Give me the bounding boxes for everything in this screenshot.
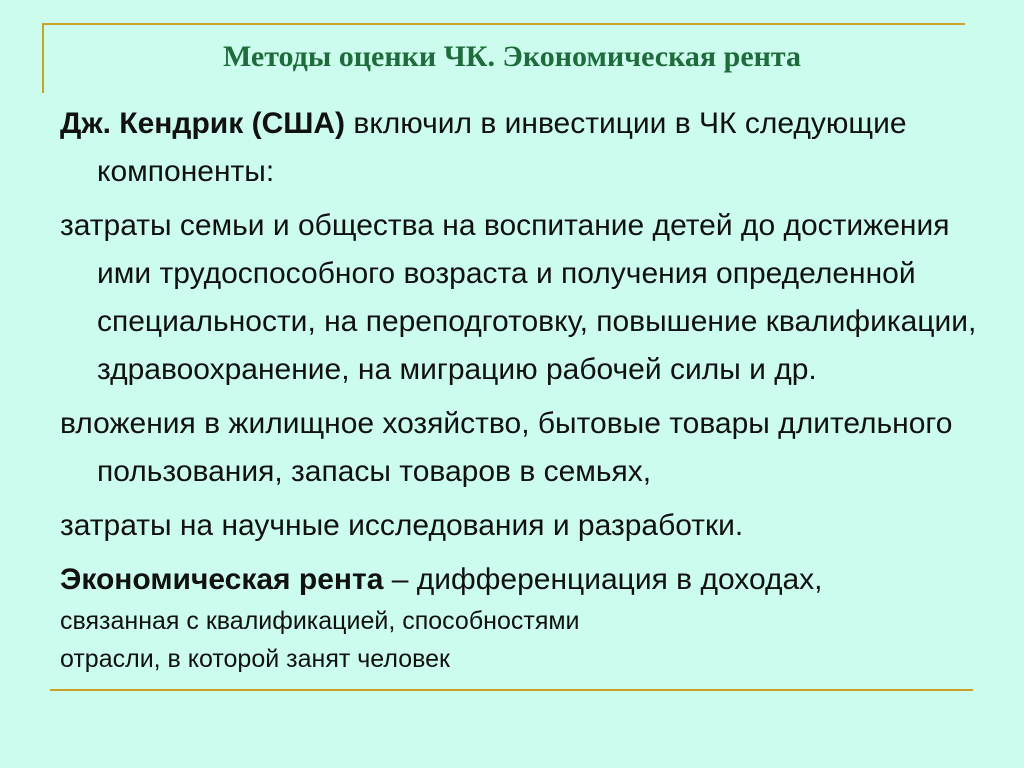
paragraph-kendrick [60,100,980,196]
economic-rent-definition: – дифференциация в доходах, [383,563,823,596]
bottom-decorative-line [50,689,973,691]
paragraph-housing: вложения в жилищное хозяйство, бытовые товары длительного пользования, запасы товаров в семьях, [60,407,953,488]
kendrick-text: включил в инвестиции в ЧК следующие компоненты: [97,107,907,188]
economic-rent-line-3: отрасли, в которой занят человек [60,645,450,673]
slide-body [60,100,980,686]
economic-rent-line-2: связанная с квалификацией, способностями [60,607,580,635]
paragraph-family-costs: затраты семьи и общества на воспитание детей до достижения ими трудоспособного возраста и получения определенной специальности, на переподготовку, повышение квалификации, здравоохранение, на миграцию рабочей силы и др. [60,209,977,386]
paragraph-economic-rent [60,556,980,680]
slide-title: Методы оценки ЧК. Экономическая рента [222,40,802,73]
top-decorative-line [42,23,965,25]
economic-rent-term: Экономическая рента [60,563,384,596]
paragraph-research: затраты на научные исследования и разработки. [60,509,744,542]
kendrick-name: Дж. Кендрик (США) [60,107,346,140]
